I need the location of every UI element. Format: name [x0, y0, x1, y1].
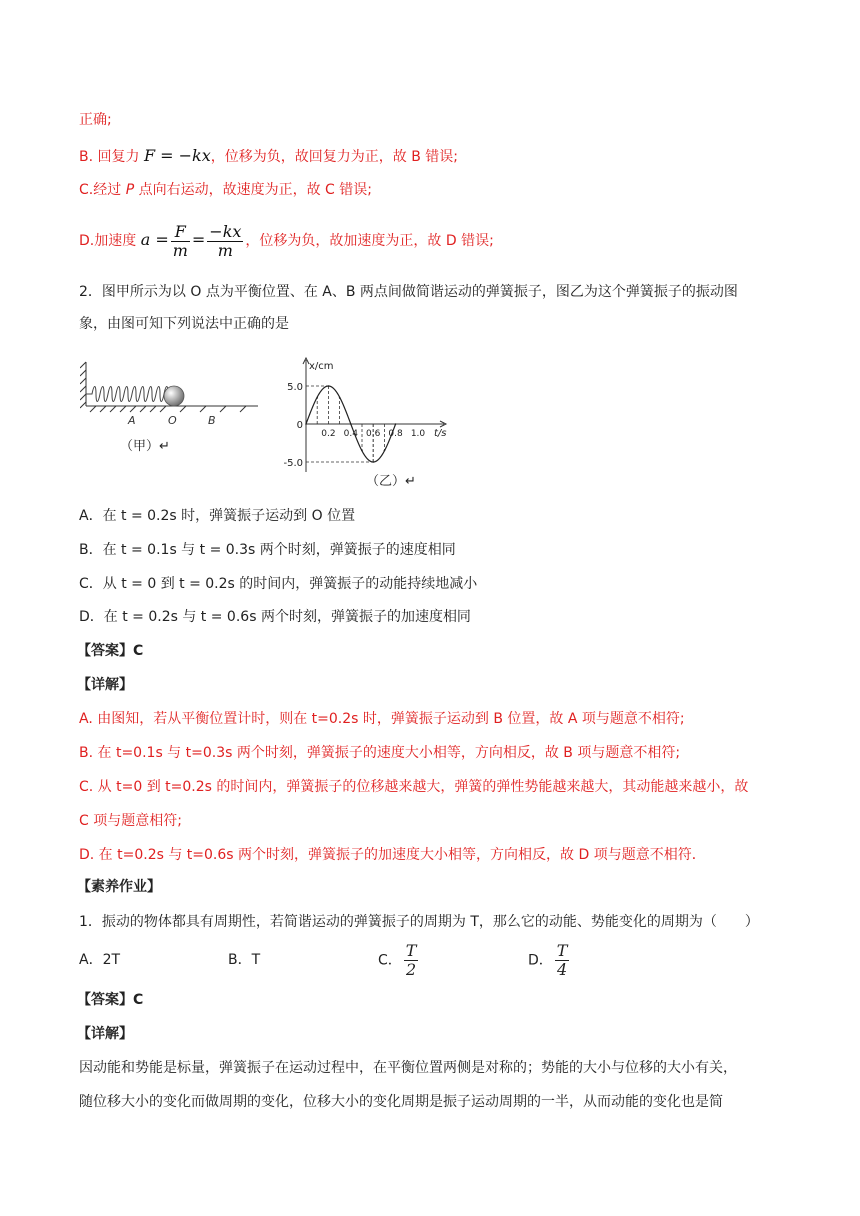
homework-option-d: [528, 942, 571, 979]
data-point: [316, 397, 318, 399]
q2-option-b: B．在 t = 0.1s 与 t = 0.3s 两个时刻，弹簧振子的速度相同: [79, 542, 456, 558]
q2-detail-heading: 【详解】: [77, 677, 133, 693]
c-suffix: 点向右运动，故速度为正，故 C 错误;: [134, 182, 372, 198]
homework-para-line2: 随位移大小的变化而做周期的变化，位移大小的变化周期是振子运动周期的一半，从而动能的变化也是简: [79, 1094, 723, 1110]
y-tick-label: 0: [296, 420, 303, 431]
homework-option-b: B．T: [228, 952, 261, 968]
homework-q1: 1．振动的物体都具有周期性，若简谐运动的弹簧振子的周期为 T，那么它的动能、势能变化的周期为（ ）: [79, 914, 759, 930]
d-prefix: D.加速度: [79, 233, 141, 249]
frac-den: 2: [406, 960, 417, 979]
x-axis-label: t/s: [434, 428, 447, 439]
label-o: O: [168, 414, 177, 427]
c-prefix: C.经过: [79, 182, 126, 198]
fraction-f-over-m: [171, 223, 190, 260]
homework-detail-heading: 【详解】: [77, 1026, 133, 1042]
spring-oscillator-figure: [80, 358, 270, 458]
spring-coil: [86, 387, 176, 402]
option-d-label: D．: [528, 952, 553, 969]
frac-num: T: [405, 941, 417, 960]
label-a: A: [128, 414, 136, 427]
point-p: P: [125, 182, 135, 198]
q2-option-c: C．从 t = 0 到 t = 0.2s 的时间内，弹簧振子的动能持续地减小: [79, 576, 478, 592]
frac-den: m: [217, 240, 233, 260]
d-suffix: ，位移为负，故加速度为正，故 D 错误;: [245, 233, 494, 249]
line-option-c-explain: [79, 180, 372, 200]
q2-explain-a: A. 由图知，若从平衡位置计时，则在 t=0.2s 时，弹簧振子运动到 B 位置，故 A 项与题意不相符;: [79, 711, 685, 727]
option-c-label: C．: [378, 952, 402, 969]
y-tick-label: -5.0: [283, 458, 303, 469]
line-option-b-explain: [79, 146, 458, 167]
restoring-force-formula: F = −kx: [143, 146, 211, 165]
frac-num: F: [171, 223, 190, 242]
line-correct: 正确;: [79, 112, 112, 128]
data-point: [350, 423, 352, 425]
data-point: [384, 450, 386, 452]
b-suffix: ，位移为负，故回复力为正，故 B 错误;: [210, 149, 459, 165]
data-point: [395, 423, 397, 425]
label-b: B: [208, 414, 216, 427]
fraction-kx-over-m: [207, 223, 243, 260]
x-tick-label: 0.2: [321, 429, 336, 439]
q2-explain-c: C. 从 t=0 到 t=0.2s 的时间内，弹簧振子的位移越来越大，弹簧的弹性势能越来越大，其动能越来越小，故: [79, 779, 749, 795]
x-tick-label: 0.6: [366, 429, 381, 439]
frac-den: 4: [557, 960, 568, 979]
q2-option-d: D．在 t = 0.2s 与 t = 0.6s 两个时刻，弹簧振子的加速度相同: [79, 609, 471, 625]
homework-option-a: A．2T: [79, 952, 121, 968]
q2-stem-line2: 象，由图可知下列说法中正确的是: [79, 316, 289, 332]
frac-num: T: [556, 941, 568, 960]
homework-para-line1: 因动能和势能是标量，弹簧振子在运动过程中，在平衡位置两侧是对称的；势能的大小与位移的大小有关，: [79, 1060, 737, 1076]
homework-title: 【素养作业】: [77, 879, 161, 895]
b-prefix: B. 回复力: [79, 149, 144, 165]
accel-symbol: a =: [140, 230, 169, 249]
frac-den: m: [172, 240, 188, 260]
x-tick-label: 0.4: [343, 429, 358, 439]
equals-sign: =: [191, 230, 206, 249]
line-option-d-explain: [79, 220, 494, 261]
floor-hatch: [86, 406, 258, 412]
fraction-t-over-4: [555, 942, 570, 979]
q2-explain-b: B. 在 t=0.1s 与 t=0.3s 两个时刻，弹簧振子的速度大小相等，方向相反，故 B 项与题意不相符;: [79, 745, 681, 761]
frac-num: −kx: [209, 221, 242, 241]
q2-explain-d: D. 在 t=0.2s 与 t=0.6s 两个时刻，弹簧振子的加速度大小相等，方向相反，故 D 项与题意不相符．: [79, 847, 706, 863]
data-point: [305, 423, 307, 425]
data-point: [328, 385, 330, 387]
homework-answer: 【答案】C: [77, 992, 144, 1008]
homework-option-c: [378, 942, 420, 979]
q2-option-a: A．在 t = 0.2s 时，弹簧振子运动到 O 位置: [79, 508, 356, 524]
y-tick-label: 5.0: [287, 382, 303, 393]
x-tick-label: 1.0: [410, 429, 426, 439]
q2-stem-line1: 2．图甲所示为以 O 点为平衡位置、在 A、B 两点间做简谐运动的弹簧振子，图乙为这个弹簧振子的振动图: [79, 284, 738, 300]
figure-jia-caption: （甲）↵: [120, 439, 170, 454]
data-point: [361, 450, 363, 452]
y-axis-label: x/cm: [309, 361, 334, 372]
wall-hatch: [80, 362, 86, 408]
data-point: [339, 397, 341, 399]
figure-yi-caption: （乙）↵: [366, 474, 416, 489]
data-point: [372, 461, 374, 463]
q2-explain-c-cont: C 项与题意相符;: [79, 813, 182, 829]
fraction-t-over-2: [404, 942, 419, 979]
oscillator-ball: [164, 386, 184, 406]
x-tick-label: 0.8: [388, 429, 403, 439]
q2-answer: 【答案】C: [77, 643, 144, 659]
